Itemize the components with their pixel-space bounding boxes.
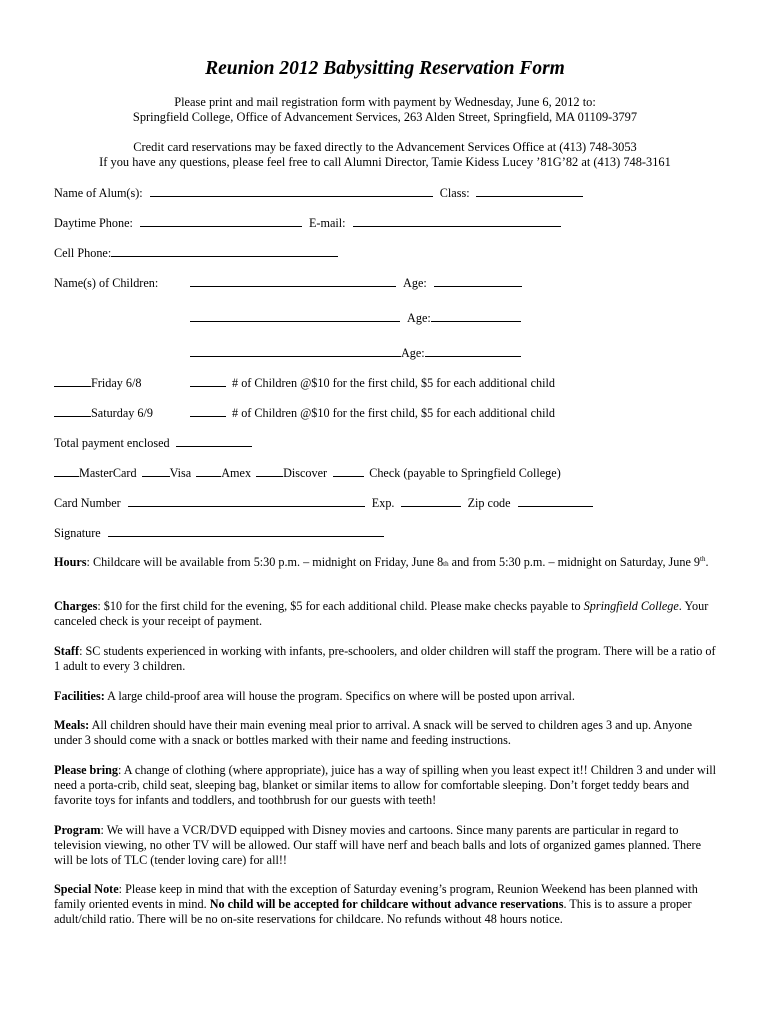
phone-email-row (54, 216, 561, 230)
total-payment-row (54, 436, 252, 450)
child-age-input-line[interactable] (425, 346, 521, 357)
facilities-heading: Facilities: (54, 689, 105, 703)
intro-fax-note: Credit card reservations may be faxed directly to the Advancement Services Office at (413) 748-3053 (133, 140, 637, 154)
age-label: Age: (401, 346, 425, 360)
visa-label: Visa (169, 466, 192, 480)
saturday-count-row (190, 406, 555, 420)
class-input-line[interactable] (476, 186, 583, 197)
child-name-input-line[interactable] (190, 346, 401, 357)
name-field-row (54, 186, 583, 200)
age-label: Age: (407, 311, 431, 325)
special-note-heading: Special Note (54, 882, 119, 896)
charges-heading: Charges (54, 599, 98, 613)
program-paragraph: Program: We will have a VCR/DVD equipped with Disney movies and cartoons. Since many parents are particular in regard to television viewing, no other TV will be allowed. Our staff will have nerf and beach balls and lots of organized games planned. There will be lots of TLC (tender loving care) for all!! (54, 823, 702, 867)
email-input-line[interactable] (353, 216, 561, 227)
child-name-input-line[interactable] (190, 276, 396, 287)
card-number-row (54, 496, 593, 510)
discover-label: Discover (283, 466, 328, 480)
friday-row (54, 376, 141, 390)
meals-heading: Meals: (54, 718, 90, 732)
saturday-row (54, 406, 153, 420)
check-checkbox-line[interactable] (333, 466, 364, 477)
child-age-input-line[interactable] (431, 311, 521, 322)
class-label: Class: (439, 186, 470, 200)
saturday-label: Saturday 6/9 (91, 406, 153, 420)
child-age-input-line[interactable] (434, 276, 522, 287)
daytime-phone-input-line[interactable] (140, 216, 302, 227)
total-payment-input-line[interactable] (176, 436, 252, 447)
staff-paragraph: Staff: SC students experienced in working with infants, pre-schoolers, and older children will staff the program. There will be a ratio of 1 adult to every 3 children. (54, 644, 716, 673)
intro-contact-note: If you have any questions, please feel free to call Alumni Director, Tamie Kidess Lucey ’81G’82 at (413) 748-3161 (99, 155, 671, 169)
intro-mail-address: Springfield College, Office of Advancement Services, 263 Alden Street, Springfield, MA 01109-3797 (132, 110, 638, 124)
zip-input-line[interactable] (518, 496, 593, 507)
friday-label: Friday 6/8 (91, 376, 142, 390)
exp-label: Exp. (371, 496, 395, 510)
hours-heading: Hours (54, 555, 87, 569)
cell-phone-row (54, 246, 338, 260)
discover-checkbox-line[interactable] (256, 466, 283, 477)
meals-paragraph: Meals: All children should have their main evening meal prior to arrival. A snack will be served to children ages 3 and up. Anyone under 3 should come with a snack or bottles marked with their name and feeding instructions. (54, 718, 692, 747)
total-payment-label: Total payment enclosed (54, 436, 170, 450)
program-heading: Program (54, 823, 101, 837)
daytime-phone-label: Daytime Phone: (54, 216, 133, 230)
child-row-1 (190, 276, 522, 290)
friday-count-row (190, 376, 555, 390)
amex-label: Amex (221, 466, 252, 480)
bring-paragraph: Please bring: A change of clothing (where appropriate), juice has a way of spilling when you least expect it!! Children 3 and under will need a porta-crib, child seat, sleeping bag, blanket or similar items to allow for comfortable sleeping. Don’t forget teddy bears and favorite toys for infants and toddlers, and toothbrush for our guests with teeth! (54, 763, 717, 807)
mastercard-label: MasterCard (79, 466, 137, 480)
charges-paragraph: Charges: $10 for the first child for the evening, $5 for each additional child. Please make checks payable to Springfield College. Your canceled check is your receipt of payment. (54, 599, 709, 628)
payment-method-row (54, 466, 561, 480)
exp-input-line[interactable] (401, 496, 461, 507)
age-label: Age: (403, 276, 427, 290)
name-input-line[interactable] (150, 186, 433, 197)
hours-paragraph: Hours: Childcare will be available from 5:30 p.m. – midnight on Friday, June 8th and from 5:30 p.m. – midnight on Saturday, June 9th. (54, 554, 709, 569)
friday-count-input-line[interactable] (190, 376, 226, 387)
child-row-2 (190, 311, 521, 325)
child-name-input-line[interactable] (190, 311, 400, 322)
mastercard-checkbox-line[interactable] (54, 466, 79, 477)
special-note-paragraph: Special Note: Please keep in mind that with the exception of Saturday evening’s program, Reunion Weekend has been planned with family oriented events in mind. No child will be accepted for childcare without advance reservations. This is to assure a proper adult/child ratio. There will be no on-site reservations for childcare. No refunds without 48 hours notice. (54, 882, 698, 926)
saturday-checkbox-line[interactable] (54, 406, 91, 417)
children-label: Name(s) of Children: (54, 276, 159, 290)
intro-mail-instructions: Please print and mail registration form with payment by Wednesday, June 6, 2012 to: (174, 95, 596, 109)
name-label: Name of Alum(s): (54, 186, 143, 200)
friday-checkbox-line[interactable] (54, 376, 91, 387)
email-label: E-mail: (308, 216, 346, 230)
friday-count-text: # of Children @$10 for the first child, $5 for each additional child (232, 376, 555, 390)
card-number-input-line[interactable] (128, 496, 365, 507)
check-label: Check (payable to Springfield College) (369, 466, 561, 480)
zip-label: Zip code (467, 496, 511, 510)
saturday-count-text: # of Children @$10 for the first child, $5 for each additional child (232, 406, 555, 420)
cell-phone-input-line[interactable] (111, 246, 338, 257)
signature-row (54, 526, 384, 540)
bring-heading: Please bring (54, 763, 118, 777)
amex-checkbox-line[interactable] (196, 466, 221, 477)
child-row-3 (190, 346, 521, 360)
saturday-count-input-line[interactable] (190, 406, 226, 417)
card-number-label: Card Number (54, 496, 121, 510)
facilities-paragraph: Facilities: A large child-proof area will house the program. Specifics on where will be posted upon arrival. (54, 689, 575, 703)
visa-checkbox-line[interactable] (142, 466, 170, 477)
cell-phone-label: Cell Phone: (54, 246, 112, 260)
page-title: Reunion 2012 Babysitting Reservation Form (205, 58, 565, 79)
signature-input-line[interactable] (108, 526, 384, 537)
signature-label: Signature (54, 526, 101, 540)
staff-heading: Staff (54, 644, 80, 658)
